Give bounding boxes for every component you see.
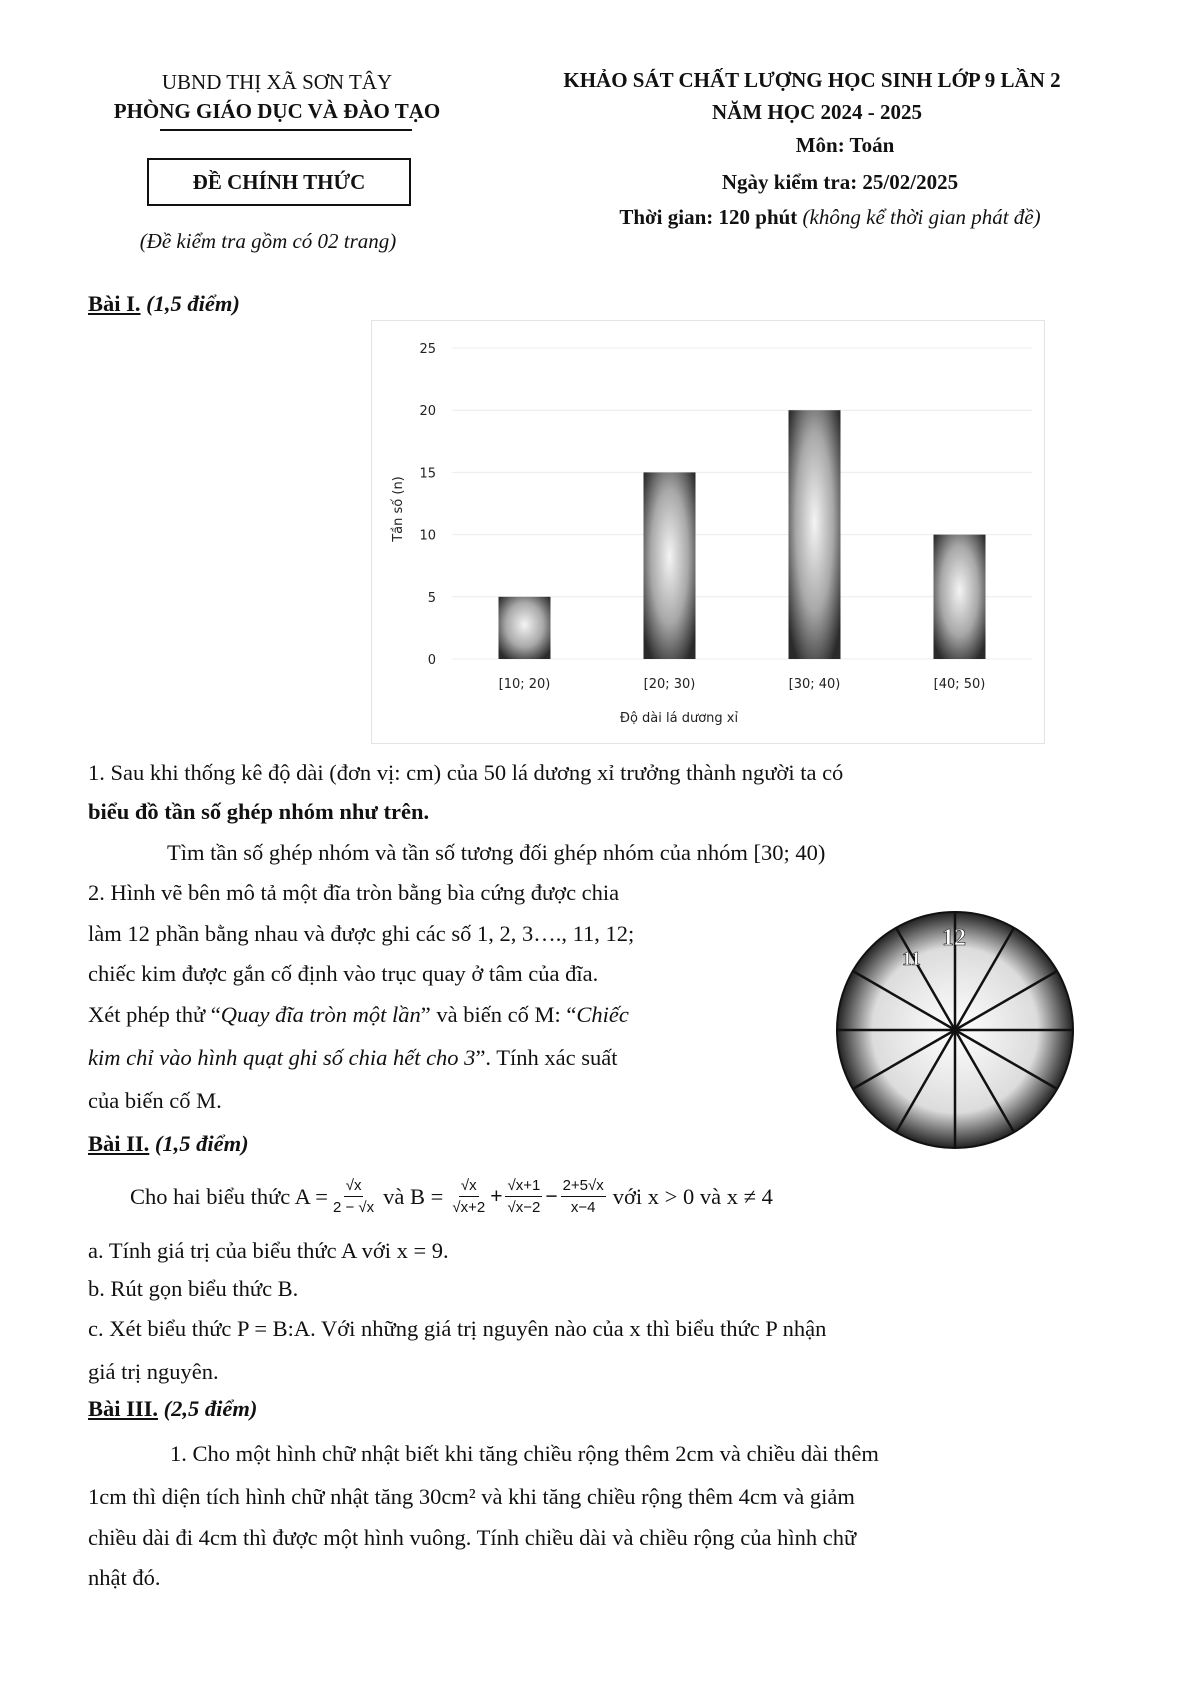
q2c-line-1: c. Xét biểu thức P = B:A. Với những giá trị nguyên nào của x thì biểu thức P nhận [88, 1316, 827, 1341]
numerator: √x [344, 1177, 364, 1197]
fraction-B3 [561, 1177, 606, 1216]
denominator: 2 − √x [333, 1199, 375, 1216]
bar-4 [934, 535, 986, 659]
bar-3 [789, 410, 841, 659]
subject: Môn: Toán [795, 133, 895, 157]
section-3-points: (2,5 điểm) [163, 1396, 258, 1421]
duration-label: Thời gian: 120 phút [619, 205, 798, 229]
x-axis-title: Độ dài lá dương xỉ [619, 711, 739, 726]
frequency-bar-chart [371, 320, 1045, 744]
department-name: UBND THỊ XÃ SƠN TÂY [161, 70, 393, 94]
q3-line-3: chiều dài đi 4cm thì được một hình vuông. Tính chiều dài và chiều rộng của hình chữ [88, 1525, 857, 1550]
x-tick-label: [30; 40) [788, 677, 841, 692]
section-3-heading [88, 1396, 257, 1422]
exam-duration [619, 205, 1040, 230]
bar-2 [644, 472, 696, 659]
y-tick-label: 25 [419, 342, 436, 357]
q2-experiment: Quay đĩa tròn một lần [220, 1002, 421, 1027]
q1-line-2: biểu đồ tần số ghép nhóm như trên. [88, 799, 430, 824]
bar-1 [499, 597, 551, 659]
x-tick-label: [10; 20) [498, 677, 551, 692]
q2a: a. Tính giá trị của biểu thức A với x = 9. [88, 1238, 449, 1263]
q2-line-3: chiếc kim được gắn cố định vào trục quay ở tâm của đĩa. [88, 961, 599, 986]
chart-canvas [372, 321, 1044, 743]
y-tick-label: 10 [419, 528, 436, 544]
expr-condition: với x > 0 và x ≠ 4 [612, 1183, 773, 1209]
q2-line-1: 2. Hình vẽ bên mô tả một đĩa tròn bằng bìa cứng được chia [88, 880, 620, 905]
section-1-points: (1,5 điểm) [146, 291, 240, 316]
denominator: √x−2 [507, 1199, 541, 1216]
section-1-heading [88, 291, 240, 317]
spinner-disk [830, 905, 1080, 1155]
denominator: √x+2 [452, 1199, 486, 1216]
q2-line-6: của biến cố M. [88, 1088, 222, 1113]
school-year: NĂM HỌC 2024 - 2025 [712, 100, 922, 124]
q2-line-2: làm 12 phần bằng nhau và được ghi các số 1, 2, 3…., 11, 12; [88, 921, 635, 946]
fraction-B2 [505, 1177, 542, 1216]
sector-label-12: 12 [942, 925, 966, 951]
y-tick-label: 0 [427, 653, 436, 668]
section-1-title: Bài I. [88, 291, 141, 316]
q2-event: Chiếc [576, 1002, 629, 1027]
exam-date: Ngày kiểm tra: 25/02/2025 [721, 170, 959, 194]
q3-line-2: 1cm thì diện tích hình chữ nhật tăng 30cm² và khi tăng chiều rộng thêm 4cm và giảm [88, 1484, 855, 1509]
y-axis-title: Tần số (n) [391, 476, 406, 542]
section-3-title: Bài III. [88, 1396, 159, 1421]
q2-line-5 [88, 1045, 617, 1071]
numerator: 2+5√x [561, 1177, 606, 1197]
plus-sign: + [490, 1184, 503, 1208]
y-tick-label: 20 [419, 404, 436, 420]
q3-line-4: nhật đó. [88, 1565, 161, 1590]
fraction-B1 [450, 1177, 487, 1216]
sector-label-11: 11 [902, 948, 921, 970]
denominator: x−4 [570, 1199, 596, 1216]
duration-note: (không kể thời gian phát đề) [802, 205, 1041, 229]
official-exam-box: ĐỀ CHÍNH THỨC [147, 158, 411, 206]
q1-line-1: 1. Sau khi thống kê độ dài (đơn vị: cm) của 50 lá dương xỉ trưởng thành người ta có [88, 760, 844, 785]
q2c-line-2: giá trị nguyên. [88, 1359, 219, 1384]
section-2-heading [88, 1131, 249, 1157]
x-tick-label: [40; 50) [933, 677, 986, 692]
expr-and: và B = [383, 1183, 444, 1209]
q2b: b. Rút gọn biểu thức B. [88, 1276, 299, 1301]
office-name: PHÒNG GIÁO DỤC VÀ ĐÀO TẠO [113, 99, 441, 123]
pages-note: (Đề kiểm tra gồm có 02 trang) [139, 229, 397, 253]
y-tick-label: 5 [427, 590, 436, 606]
expr-intro: Cho hai biểu thức A = [130, 1183, 328, 1209]
q2-text: ” và biến cố M: “ [420, 1002, 577, 1027]
y-tick-label: 15 [419, 466, 436, 482]
numerator: √x [459, 1177, 479, 1197]
minus-sign: − [545, 1184, 558, 1208]
x-tick-label: [20; 30) [643, 677, 696, 692]
q2-line-4 [88, 1002, 629, 1028]
section-2-title: Bài II. [88, 1131, 150, 1156]
fraction-A [331, 1177, 376, 1216]
exam-title: KHẢO SÁT CHẤT LƯỢNG HỌC SINH LỚP 9 LẦN 2 [563, 68, 1061, 92]
q2-text: ”. Tính xác suất [475, 1045, 618, 1070]
section-2-points: (1,5 điểm) [154, 1131, 249, 1156]
expressions-line [130, 1177, 773, 1216]
q2-text: Xét phép thử “ [88, 1002, 221, 1027]
header-underline [160, 129, 412, 131]
numerator: √x+1 [505, 1177, 542, 1197]
q2-event-cont: kim chỉ vào hình quạt ghi số chia hết cho 3 [88, 1045, 476, 1070]
q1-task: Tìm tần số ghép nhóm và tần số tương đối ghép nhóm của nhóm [30; 40) [167, 840, 826, 865]
q3-line-1: 1. Cho một hình chữ nhật biết khi tăng chiều rộng thêm 2cm và chiều dài thêm [170, 1441, 879, 1466]
